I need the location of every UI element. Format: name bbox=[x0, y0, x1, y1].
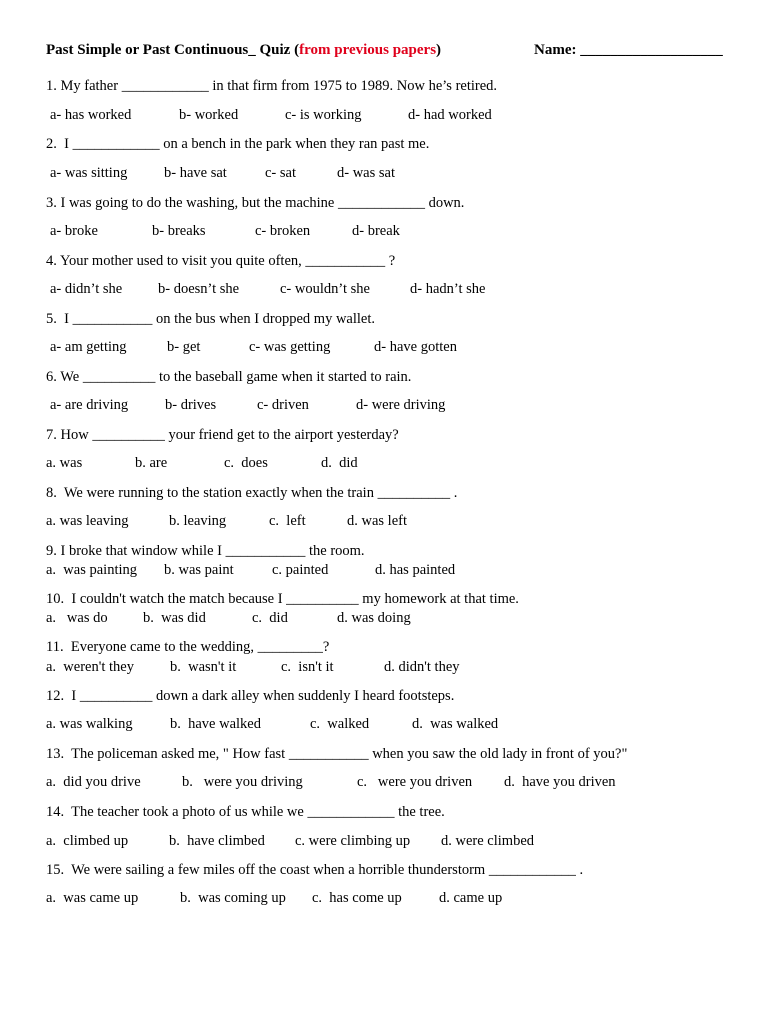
option-c: c- was getting bbox=[249, 339, 331, 355]
options-11 bbox=[46, 659, 736, 677]
option-a: a. was came up bbox=[46, 890, 139, 906]
question-12: 12. I __________ down a dark alley when suddenly I heard footsteps. bbox=[46, 688, 455, 704]
quiz-title: Past Simple or Past Continuous_ Quiz (from previous papers) bbox=[46, 42, 442, 58]
option-c: c- wouldn’t she bbox=[280, 281, 370, 297]
option-d: d. has painted bbox=[375, 562, 456, 578]
option-a: a- has worked bbox=[50, 107, 132, 123]
options-6 bbox=[46, 397, 736, 415]
option-d: d- had worked bbox=[408, 107, 492, 123]
question-11: 11. Everyone came to the wedding, _________? bbox=[46, 639, 330, 655]
option-d: d- break bbox=[352, 223, 400, 239]
option-d: d. did bbox=[321, 455, 358, 471]
options-13 bbox=[46, 774, 736, 792]
options-15 bbox=[46, 890, 736, 908]
options-9 bbox=[46, 562, 736, 580]
option-b: b. was did bbox=[143, 610, 206, 626]
option-b: b. have climbed bbox=[169, 833, 265, 849]
quiz-header bbox=[46, 42, 736, 62]
option-b: b- have sat bbox=[164, 165, 227, 181]
option-b: b. leaving bbox=[169, 513, 227, 529]
question-7: 7. How __________ your friend get to the airport yesterday? bbox=[46, 427, 399, 443]
option-b: b. wasn't it bbox=[170, 659, 237, 675]
options-3 bbox=[46, 223, 736, 241]
option-c: c- driven bbox=[257, 397, 309, 413]
options-2 bbox=[46, 165, 736, 183]
option-b: b- drives bbox=[165, 397, 217, 413]
option-d: d- were driving bbox=[356, 397, 446, 413]
option-a: a. was leaving bbox=[46, 513, 129, 529]
option-a: a. was bbox=[46, 455, 83, 471]
option-d: d. have you driven bbox=[504, 774, 616, 790]
option-b: b. were you driving bbox=[182, 774, 303, 790]
option-d: d. were climbed bbox=[441, 833, 535, 849]
option-b: b- breaks bbox=[152, 223, 206, 239]
question-5: 5. I ___________ on the bus when I dropped my wallet. bbox=[46, 311, 376, 327]
question-13: 13. The policeman asked me, " How fast ___________ when you saw the old lady in front of you?" bbox=[46, 746, 628, 762]
option-b: b- worked bbox=[179, 107, 239, 123]
option-a: a- are driving bbox=[50, 397, 129, 413]
option-a: a- didn’t she bbox=[50, 281, 123, 297]
options-1 bbox=[46, 107, 736, 125]
option-c: c. walked bbox=[310, 716, 370, 732]
option-b: b. was coming up bbox=[180, 890, 286, 906]
options-4 bbox=[46, 281, 736, 299]
name-field: Name: ___________________ bbox=[534, 42, 723, 58]
option-c: c. did bbox=[252, 610, 288, 626]
option-c: c- is working bbox=[285, 107, 362, 123]
question-6: 6. We __________ to the baseball game when it started to rain. bbox=[46, 369, 412, 385]
question-14: 14. The teacher took a photo of us while we ____________ the tree. bbox=[46, 804, 445, 820]
option-d: d. was walked bbox=[412, 716, 499, 732]
question-1: 1. My father ____________ in that firm from 1975 to 1989. Now he’s retired. bbox=[46, 78, 498, 94]
option-a: a. weren't they bbox=[46, 659, 134, 675]
options-10 bbox=[46, 610, 736, 628]
title-highlight: from previous papers bbox=[299, 42, 437, 58]
option-b: b- get bbox=[167, 339, 201, 355]
option-a: a. was do bbox=[46, 610, 108, 626]
option-d: d. didn't they bbox=[384, 659, 460, 675]
options-12 bbox=[46, 716, 736, 734]
option-d: d- hadn’t she bbox=[410, 281, 486, 297]
question-3: 3. I was going to do the washing, but the machine ____________ down. bbox=[46, 195, 465, 211]
options-5 bbox=[46, 339, 736, 357]
option-b: b. are bbox=[135, 455, 168, 471]
option-a: a- broke bbox=[50, 223, 98, 239]
option-d: d. was doing bbox=[337, 610, 411, 626]
option-c: c. were you driven bbox=[357, 774, 473, 790]
option-c: c. does bbox=[224, 455, 268, 471]
option-c: c- broken bbox=[255, 223, 311, 239]
options-8 bbox=[46, 513, 736, 531]
option-a: a- was sitting bbox=[50, 165, 128, 181]
option-c: c. were climbing up bbox=[295, 833, 411, 849]
question-10: 10. I couldn't watch the match because I __________ my homework at that time. bbox=[46, 591, 519, 607]
option-b: b- doesn’t she bbox=[158, 281, 240, 297]
option-a: a- am getting bbox=[50, 339, 127, 355]
option-d: d. came up bbox=[439, 890, 503, 906]
option-c: c. isn't it bbox=[281, 659, 334, 675]
question-4: 4. Your mother used to visit you quite often, ___________ ? bbox=[46, 253, 396, 269]
options-7 bbox=[46, 455, 736, 473]
question-8: 8. We were running to the station exactly when the train __________ . bbox=[46, 485, 458, 501]
option-c: c. left bbox=[269, 513, 306, 529]
question-15: 15. We were sailing a few miles off the coast when a horrible thunderstorm ____________ . bbox=[46, 862, 584, 878]
option-c: c. painted bbox=[272, 562, 329, 578]
option-a: a. was walking bbox=[46, 716, 133, 732]
option-d: d. was left bbox=[347, 513, 407, 529]
option-c: c. has come up bbox=[312, 890, 402, 906]
option-a: a. was painting bbox=[46, 562, 138, 578]
option-d: d- have gotten bbox=[374, 339, 457, 355]
option-c: c- sat bbox=[265, 165, 296, 181]
option-a: a. did you drive bbox=[46, 774, 141, 790]
options-14 bbox=[46, 833, 736, 851]
question-2: 2. I ____________ on a bench in the park when they ran past me. bbox=[46, 136, 430, 152]
option-a: a. climbed up bbox=[46, 833, 129, 849]
option-b: b. was paint bbox=[164, 562, 234, 578]
question-9: 9. I broke that window while I ___________ the room. bbox=[46, 543, 365, 559]
option-d: d- was sat bbox=[337, 165, 395, 181]
option-b: b. have walked bbox=[170, 716, 261, 732]
